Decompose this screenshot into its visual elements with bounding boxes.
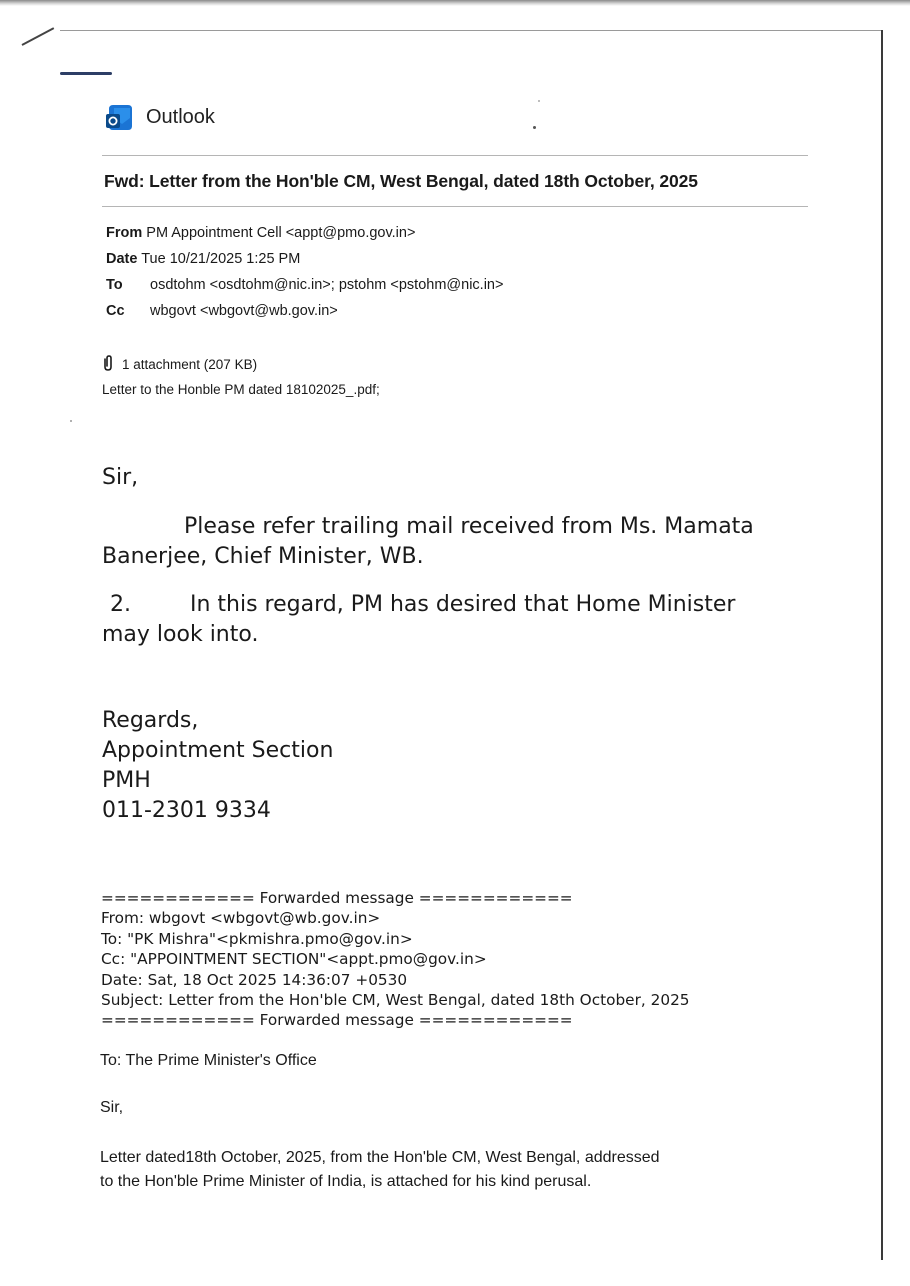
forwarded-banner: ============ Forwarded message ============ [101,889,573,907]
to-row [106,277,503,293]
app-name: Outlook [146,105,215,128]
scan-speck [533,126,536,129]
fwd-date: Date: Sat, 18 Oct 2025 14:36:07 +0530 [101,970,408,989]
body-paragraph-2 [102,590,735,650]
from-value[interactable]: PM Appointment Cell <appt@pmo.gov.in> [146,225,416,241]
cc-row [106,303,338,319]
to-value[interactable]: osdtohm <osdtohm@nic.in>; pstohm <pstohm@nic.in> [150,277,504,293]
date-label: Date [106,251,138,267]
signature-org: PMH [102,768,151,793]
scan-border-right [881,30,883,1260]
from-row [106,225,415,241]
to-label: To [106,277,123,293]
attachment-summary[interactable] [102,354,257,375]
scan-speck [70,420,72,422]
divider [102,155,808,156]
fwd-to-office: To: The Prime Minister's Office [100,1052,317,1069]
scan-border-top [60,30,883,31]
signature-section: Appointment Section [102,738,334,763]
scan-speck [538,100,540,102]
pen-underline-mark [60,72,112,75]
from-label: From [106,225,143,241]
para2-line1: In this regard, PM has desired that Home Minister [190,592,736,617]
divider [102,206,808,207]
pen-mark [22,27,55,46]
para1-line1: Please refer trailing mail received from Ms. Mamata [184,514,754,539]
cc-label: Cc [106,303,125,319]
para1-line2: Banerjee, Chief Minister, WB. [102,544,424,569]
cc-value[interactable]: wbgovt <wbgovt@wb.gov.in> [150,303,338,319]
body-paragraph-1 [102,512,754,572]
outlook-logo-icon [104,102,134,132]
forwarded-banner-end: ============ Forwarded message ============ [101,1011,573,1030]
regards: Regards, [102,708,199,733]
date-value: Tue 10/21/2025 1:25 PM [141,251,301,267]
signature-phone: 011-2301 9334 [102,798,271,823]
signature-block [102,706,333,826]
scan-edge-top [0,0,910,6]
para2-line2: may look into. [102,622,259,647]
outlook-brand [104,102,215,132]
paperclip-icon [102,354,114,375]
fwd-letter-line2: to the Hon'ble Prime Minister of India, is attached for his kind perusal. [100,1173,592,1190]
date-row [106,251,300,267]
attachment-count: 1 attachment (207 KB) [122,357,258,372]
fwd-letter-text [100,1146,660,1194]
email-subject: Fwd: Letter from the Hon'ble CM, West Bengal, dated 18th October, 2025 [104,171,698,191]
fwd-subject: Subject: Letter from the Hon'ble CM, West Bengal, dated 18th October, 2025 [101,991,690,1010]
para2-number: 2. [110,592,131,617]
fwd-letter-line1: Letter dated18th October, 2025, from the Hon'ble CM, West Bengal, addressed [100,1149,660,1166]
fwd-cc: Cc: "APPOINTMENT SECTION"<appt.pmo@gov.in> [101,950,487,969]
body-salutation: Sir, [102,465,139,490]
fwd-to: To: "PK Mishra"<pkmishra.pmo@gov.in> [101,929,413,948]
attachment-filename[interactable]: Letter to the Honble PM dated 18102025_.pdf; [102,382,380,397]
fwd-from: From: wbgovt <wbgovt@wb.gov.in> [101,909,381,928]
fwd-salutation: Sir, [100,1099,124,1116]
forwarded-header [101,888,690,1031]
